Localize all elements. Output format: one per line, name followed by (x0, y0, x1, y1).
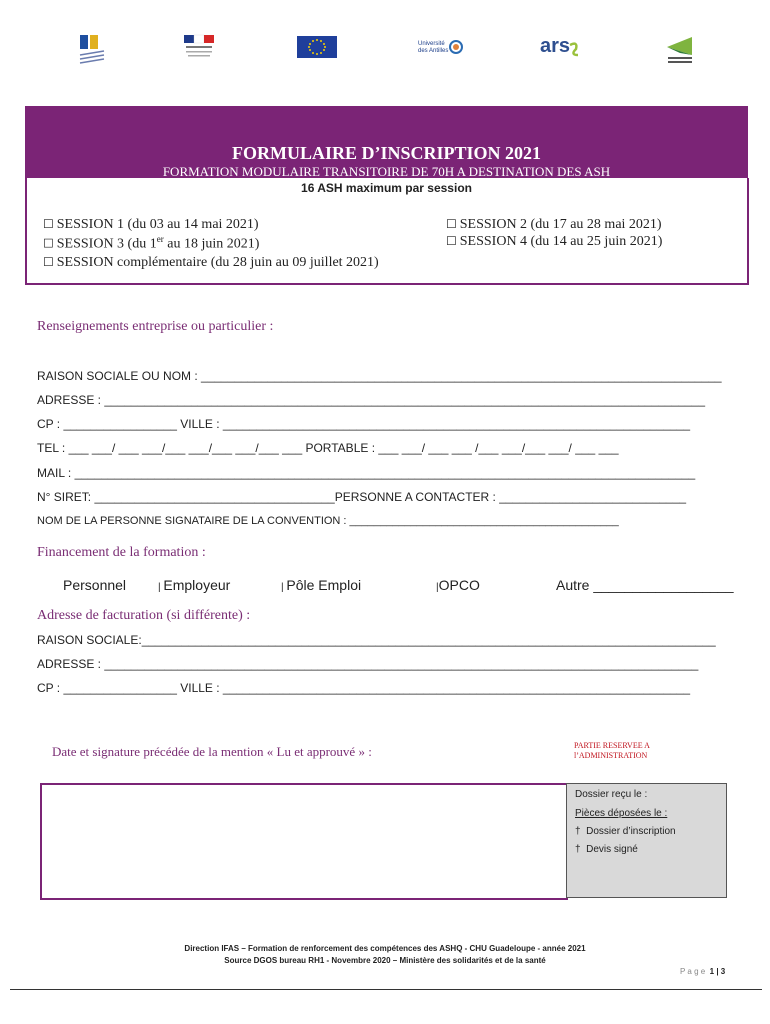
siret-field[interactable]: N° SIRET: ____________________________________PERSONNE A CONTACTER : ____________________________ (37, 490, 687, 504)
checkbox-icon[interactable]: | (281, 582, 287, 593)
mail-field[interactable]: MAIL : _____________________________________________________________________________________________ (37, 466, 696, 480)
facturation-heading: Adresse de facturation (si différente) : (37, 608, 251, 623)
logo-republique (182, 33, 216, 67)
dagger-icon: † (575, 844, 581, 855)
univ-label: Université des Antilles (418, 41, 449, 54)
facturation-cp-ville-field[interactable]: CP : _________________ VILLE : ______________________________________________________________________ (37, 681, 691, 695)
footer-line-2: Source DGOS bureau RH1 - Novembre 2020 – Ministère des solidarités et de la santé (224, 956, 546, 965)
raison-sociale-field[interactable]: RAISON SOCIALE OU NOM : ______________________________________________________________________________ (37, 369, 722, 383)
admin-title: PARTIE RESERVEE A l’ADMINISTRATION (574, 741, 650, 760)
admin-dossier-recu: Dossier reçu le : (575, 789, 648, 800)
max-participants: 16 ASH maximum par session (301, 181, 472, 195)
financement-opco-option[interactable]: |OPCO (436, 577, 480, 593)
logo-ifsi (78, 33, 106, 67)
ars-label: ars (540, 35, 571, 57)
checkbox-icon[interactable]: | (436, 582, 439, 593)
checkbox-icon[interactable]: ☐ (446, 234, 460, 248)
logo-eu (296, 33, 338, 67)
financement-heading: Financement de la formation : (37, 545, 206, 560)
facturation-adresse-field[interactable]: ADRESSE : _________________________________________________________________________________________ (37, 657, 699, 671)
financement-pole-emploi-option[interactable]: | Pôle Emploi (281, 577, 362, 593)
checkbox-icon[interactable]: ☐ (446, 217, 460, 231)
signature-box[interactable] (40, 783, 568, 900)
session-3-option[interactable]: ☐ SESSION 3 (du 1er au 18 juin 2021) (43, 234, 260, 252)
checkbox-icon[interactable]: ☐ (43, 236, 57, 251)
logo-universite-antilles (418, 33, 464, 67)
form-subtitle: FORMATION MODULAIRE TRANSITOIRE DE 70H A DESTINATION DES ASH (162, 164, 611, 179)
checkbox-icon[interactable]: ☐ (43, 255, 57, 269)
financement-employeur-option[interactable]: | Employeur (158, 577, 231, 593)
cp-ville-field[interactable]: CP : _________________ VILLE : ______________________________________________________________________ (37, 417, 691, 431)
facturation-raison-field[interactable]: RAISON SOCIALE:______________________________________________________________________________________ (37, 633, 716, 647)
session-1-option[interactable]: ☐ SESSION 1 (du 03 au 14 mai 2021) (43, 217, 259, 232)
footer-line-1: Direction IFAS – Formation de renforcement des compétences des ASHQ - CHU Guadeloupe - année 2021 (184, 944, 586, 953)
session-2-option[interactable]: ☐ SESSION 2 (du 17 au 28 mai 2021) (446, 217, 662, 232)
signature-label: Date et signature précédée de la mention « Lu et approuvé » : (52, 744, 372, 759)
admin-pieces-deposees: Pièces déposées le : (575, 808, 668, 819)
logo-region-guadeloupe (664, 33, 696, 67)
checkbox-icon[interactable]: | (158, 582, 164, 593)
checkbox-icon[interactable]: ☐ (43, 217, 57, 231)
signataire-field[interactable]: NOM DE LA PERSONNE SIGNATAIRE DE LA CONVENTION : ____________________________________________ (37, 515, 619, 527)
logo-ars (540, 33, 580, 67)
adresse-field[interactable]: ADRESSE : __________________________________________________________________________________________ (37, 393, 705, 407)
company-heading: Renseignements entreprise ou particulier : (37, 319, 274, 334)
footer-divider (10, 989, 762, 990)
admin-item-dossier: † Dossier d’inscription (575, 826, 676, 837)
session-4-option[interactable]: ☐ SESSION 4 (du 14 au 25 juin 2021) (446, 234, 663, 249)
financement-autre-field[interactable]: Autre __________________ (556, 577, 734, 593)
session-complementaire-option[interactable]: ☐ SESSION complémentaire (du 28 juin au 09 juillet 2021) (43, 255, 379, 270)
admin-box (566, 783, 727, 898)
financement-personnel-option[interactable]: Personnel (63, 577, 127, 593)
tel-field[interactable]: TEL : ___ ___/ ___ ___/___ ___/___ ___/___ ___ PORTABLE : ___ ___/ ___ ___ /___ ___/___ ___/ ___ ___ (37, 441, 619, 455)
form-title: FORMULAIRE D’INSCRIPTION 2021 (231, 143, 541, 163)
page-number: P a g e 1 | 3 (680, 967, 726, 976)
dagger-icon: † (575, 826, 581, 837)
admin-item-devis: † Devis signé (575, 844, 638, 855)
